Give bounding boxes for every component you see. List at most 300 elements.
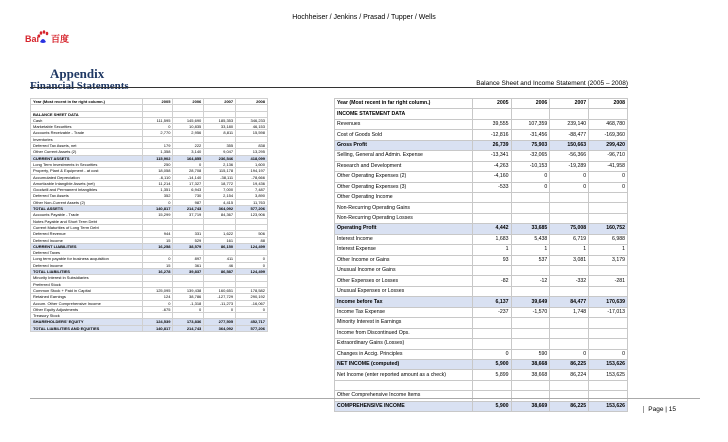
- row-value: 124: [142, 294, 173, 300]
- row-label: Other Operating Expenses (3): [335, 182, 473, 192]
- row-value: 1,600: [236, 161, 268, 167]
- row-value: 236,546: [204, 155, 236, 161]
- row-label: Other Comprehensive Income Items: [335, 391, 473, 401]
- column-header: 2007: [550, 99, 589, 109]
- row-value: 26,739: [472, 140, 511, 150]
- table-row: [335, 380, 628, 390]
- page-number: Page | 15: [643, 406, 676, 413]
- row-value: 18,772: [204, 180, 236, 186]
- row-value: 2,154: [204, 193, 236, 199]
- row-value: [472, 192, 511, 202]
- table-row: [335, 151, 628, 161]
- row-value: -32,065: [511, 151, 550, 161]
- row-value: 0: [142, 300, 173, 306]
- row-value: [472, 286, 511, 296]
- header-row: [335, 99, 628, 109]
- section-title: Financial Statements: [30, 80, 129, 92]
- row-value: 75,008: [550, 224, 589, 234]
- table-row: [335, 276, 628, 286]
- row-label: COMPREHENSIVE INCOME: [335, 401, 473, 411]
- row-value: [511, 266, 550, 276]
- row-label: Other Non-Current Assets (2): [31, 199, 143, 205]
- row-value: 115,902: [142, 155, 173, 161]
- row-value: 5,899: [472, 370, 511, 380]
- row-value: [550, 213, 589, 223]
- row-value: 6,988: [589, 234, 628, 244]
- income-statement-table: [334, 98, 628, 412]
- row-value: 730: [173, 193, 204, 199]
- row-value: [511, 380, 550, 390]
- row-value: 38,786: [173, 294, 204, 300]
- row-value: [472, 328, 511, 338]
- row-value: 39,555: [472, 119, 511, 129]
- row-label: Retained Earnings: [31, 294, 143, 300]
- row-value: 37,719: [173, 212, 204, 218]
- row-value: -281: [589, 276, 628, 286]
- row-value: 19,436: [236, 180, 268, 186]
- row-value: -78,666: [236, 174, 268, 180]
- table-row: [335, 203, 628, 213]
- row-label: TOTAL LIABILITIES: [31, 269, 143, 275]
- row-value: 39,837: [173, 269, 204, 275]
- row-value: [550, 380, 589, 390]
- row-value: 140,817: [142, 325, 173, 331]
- row-value: -12,816: [472, 130, 511, 140]
- row-label: Interest Income: [335, 234, 473, 244]
- row-value: [472, 213, 511, 223]
- column-header: 2008: [589, 99, 628, 109]
- row-value: -4,160: [472, 172, 511, 182]
- row-value: 2,956: [173, 130, 204, 136]
- row-value: [550, 328, 589, 338]
- row-value: 17,327: [173, 180, 204, 186]
- row-value: [550, 391, 589, 401]
- column-header: Year (Most recent in far right column.): [335, 99, 473, 109]
- row-value: 239,140: [550, 119, 589, 129]
- row-value: 3,140: [173, 149, 204, 155]
- row-value: 0: [589, 182, 628, 192]
- row-value: [472, 318, 511, 328]
- row-label: TOTAL LIABILITIES AND EQUITIES: [31, 325, 143, 331]
- row-label: Net Income (enter reported amount as a check): [335, 370, 473, 380]
- row-label: [335, 380, 473, 390]
- row-value: [589, 203, 628, 213]
- row-value: 6,719: [550, 234, 589, 244]
- row-value: -13,341: [472, 151, 511, 161]
- row-value: [472, 203, 511, 213]
- row-label: Deferred Revenue: [31, 231, 143, 237]
- table-row: [335, 297, 628, 307]
- row-label: Other Current Assets (2): [31, 149, 143, 155]
- statement-title: Balance Sheet and Income Statement (2005 – 2008): [476, 80, 628, 87]
- row-value: 153,626: [589, 359, 628, 369]
- row-label: Extraordinary Gains (Losses): [335, 339, 473, 349]
- row-label: Non-Recurring Operating Losses: [335, 213, 473, 223]
- row-label: Cost of Goods Sold: [335, 130, 473, 140]
- row-value: 124,499: [236, 269, 268, 275]
- row-value: 3,081: [550, 255, 589, 265]
- table-row: [335, 213, 628, 223]
- row-value: 84,477: [550, 297, 589, 307]
- row-value: 1,683: [472, 234, 511, 244]
- row-label: Deferred Tax Assets, net: [31, 143, 143, 149]
- row-value: 164,855: [173, 155, 204, 161]
- row-label: Long term payable for business acquisition: [31, 256, 143, 262]
- row-value: 0: [472, 349, 511, 359]
- row-value: 33,685: [511, 224, 550, 234]
- row-value: 111,595: [142, 117, 173, 123]
- row-value: 468,780: [589, 119, 628, 129]
- row-label: Other Expenses or Losses: [335, 276, 473, 286]
- row-value: 125,095: [142, 287, 173, 293]
- row-value: 4,415: [204, 199, 236, 205]
- row-label: Deferred Income: [31, 237, 143, 243]
- row-value: [589, 213, 628, 223]
- row-value: [589, 380, 628, 390]
- table-row: [335, 370, 628, 380]
- row-value: 0: [142, 199, 173, 205]
- row-label: Goodwill and Permanent Intangibles: [31, 187, 143, 193]
- row-value: [472, 391, 511, 401]
- row-value: -11,273: [204, 300, 236, 306]
- row-value: [511, 213, 550, 223]
- row-value: 411: [204, 256, 236, 262]
- row-value: 364,092: [204, 325, 236, 331]
- row-value: 16,278: [142, 269, 173, 275]
- row-label: Cash: [31, 117, 143, 123]
- row-value: 170,639: [589, 297, 628, 307]
- row-value: [511, 328, 550, 338]
- column-header: Year (Most recent in far right column.): [31, 99, 143, 105]
- row-label: Other Operating Expenses (2): [335, 172, 473, 182]
- row-label: Accounts Payable - Trade: [31, 212, 143, 218]
- row-value: [550, 109, 589, 119]
- row-value: 123,906: [236, 212, 268, 218]
- row-value: 15: [142, 237, 173, 243]
- column-header: 2005: [472, 99, 511, 109]
- row-value: 2,770: [142, 130, 173, 136]
- row-value: 5,900: [472, 359, 511, 369]
- row-value: 46,153: [236, 124, 268, 130]
- row-label: Property, Plant & Equipment - at cost: [31, 168, 143, 174]
- row-value: 9,047: [204, 149, 236, 155]
- row-value: 75,903: [511, 140, 550, 150]
- table-row: [335, 192, 628, 202]
- table-row: [335, 245, 628, 255]
- row-value: -1,570: [511, 307, 550, 317]
- row-value: 277,505: [204, 319, 236, 325]
- row-value: -4,263: [472, 161, 511, 171]
- row-value: [550, 318, 589, 328]
- row-label: Deferred Taxes: [31, 250, 143, 256]
- row-value: [511, 339, 550, 349]
- row-label: CURRENT LIABILITIES: [31, 243, 143, 249]
- row-value: 86,225: [550, 359, 589, 369]
- row-label: Accounts Receivable - Trade: [31, 130, 143, 136]
- row-label: Changes in Accig. Principles: [335, 349, 473, 359]
- row-label: Accumulated Depreciation: [31, 174, 143, 180]
- table-row: [335, 307, 628, 317]
- table-row: [335, 328, 628, 338]
- row-value: -332: [550, 276, 589, 286]
- row-value: 537: [511, 255, 550, 265]
- row-value: 577,206: [236, 325, 268, 331]
- row-value: 0: [550, 172, 589, 182]
- row-value: 0: [550, 182, 589, 192]
- row-value: 194,197: [236, 168, 268, 174]
- row-value: 0: [142, 124, 173, 130]
- row-value: 4,442: [472, 224, 511, 234]
- row-value: 6,137: [472, 297, 511, 307]
- table-row: [335, 119, 628, 129]
- row-label: Common Stock + Paid in Capital: [31, 287, 143, 293]
- row-value: 84,367: [204, 212, 236, 218]
- row-value: -533: [472, 182, 511, 192]
- row-value: 28,708: [173, 168, 204, 174]
- row-label: TOTAL ASSETS: [31, 206, 143, 212]
- row-value: 0: [511, 182, 550, 192]
- row-value: 15,299: [142, 212, 173, 218]
- row-label: Deferred Income: [31, 262, 143, 268]
- row-label: Current Maturities of Long Term Debt: [31, 224, 143, 230]
- row-value: 290,192: [236, 294, 268, 300]
- row-value: 506: [236, 231, 268, 237]
- row-value: 11,214: [142, 180, 173, 186]
- column-header: 2008: [236, 99, 268, 105]
- row-value: -10,153: [511, 161, 550, 171]
- row-value: [589, 286, 628, 296]
- row-value: [550, 339, 589, 349]
- row-value: 179: [142, 143, 173, 149]
- appendix-heading: Appendix: [50, 66, 105, 81]
- row-value: 124,499: [236, 243, 268, 249]
- row-value: 2,136: [204, 161, 236, 167]
- footer-rule: [30, 398, 700, 399]
- row-label: NET INCOME (computed): [335, 359, 473, 369]
- row-value: [589, 192, 628, 202]
- row-value: 1,748: [550, 307, 589, 317]
- row-value: 1,622: [204, 231, 236, 237]
- row-label: INCOME STATEMENT DATA: [335, 109, 473, 119]
- row-value: 838: [236, 143, 268, 149]
- row-value: 1,358: [142, 149, 173, 155]
- table-row: [335, 224, 628, 234]
- row-value: -56,366: [550, 151, 589, 161]
- row-label: Revenues: [335, 119, 473, 129]
- row-label: Income from Discontinued Ops.: [335, 328, 473, 338]
- column-header: 2006: [511, 99, 550, 109]
- row-value: 250: [142, 161, 173, 167]
- row-value: 38,579: [173, 243, 204, 249]
- table-row: [335, 161, 628, 171]
- row-value: 15,598: [236, 130, 268, 136]
- row-value: -16,067: [236, 300, 268, 306]
- table-row: [335, 234, 628, 244]
- row-label: Deferred Tax Assets: [31, 193, 143, 199]
- row-value: 86,225: [550, 401, 589, 411]
- row-value: 0: [142, 256, 173, 262]
- row-value: [511, 192, 550, 202]
- row-value: 0: [173, 306, 204, 312]
- column-header: 2006: [173, 99, 204, 105]
- row-value: [511, 109, 550, 119]
- row-value: 352: [142, 193, 173, 199]
- row-value: 214,743: [173, 325, 204, 331]
- row-value: 11,763: [236, 199, 268, 205]
- row-label: Interest Expense: [335, 245, 473, 255]
- row-value: 222: [173, 143, 204, 149]
- row-value: 16,258: [142, 243, 173, 249]
- row-value: 361: [173, 262, 204, 268]
- row-value: 153,626: [589, 401, 628, 411]
- row-value: 0: [511, 172, 550, 182]
- row-value: 46: [204, 262, 236, 268]
- row-value: 1: [550, 245, 589, 255]
- row-value: -82: [472, 276, 511, 286]
- row-label: BALANCE SHEET DATA: [31, 111, 143, 117]
- row-label: Operating Profit: [335, 224, 473, 234]
- row-value: -169,360: [589, 130, 628, 140]
- row-value: [472, 266, 511, 276]
- row-value: 15: [142, 262, 173, 268]
- row-value: [472, 109, 511, 119]
- row-value: 529: [173, 237, 204, 243]
- row-label: Long Term Investments in Securities: [31, 161, 143, 167]
- row-value: 5,900: [472, 401, 511, 411]
- row-label: Notes Payable and Short Term Debt: [31, 218, 143, 224]
- row-value: 153,625: [589, 370, 628, 380]
- row-value: -17,013: [589, 307, 628, 317]
- row-value: 364,092: [204, 206, 236, 212]
- table-row: [335, 172, 628, 182]
- table-row: [335, 266, 628, 276]
- row-label: Preferred Stock: [31, 281, 143, 287]
- table-row: [335, 255, 628, 265]
- row-value: 8,811: [204, 130, 236, 136]
- row-value: 160,752: [589, 224, 628, 234]
- column-header: 2007: [204, 99, 236, 105]
- row-value: 173,836: [173, 319, 204, 325]
- title-rule: [30, 87, 628, 88]
- row-label: Accum. Other Comprehensive Income: [31, 300, 143, 306]
- row-label: Other Operating Income: [335, 192, 473, 202]
- row-label: Unusual Income or Gains: [335, 266, 473, 276]
- baidu-logo: [24, 28, 84, 48]
- row-label: Other Income or Gains: [335, 255, 473, 265]
- row-value: 39,649: [511, 297, 550, 307]
- page-header: Hochheiser / Jenkins / Prasad / Tupper / Wells: [292, 14, 436, 21]
- row-value: [511, 391, 550, 401]
- row-value: 1: [511, 245, 550, 255]
- row-value: 38,669: [511, 401, 550, 411]
- row-value: -675: [142, 306, 173, 312]
- row-value: 577,206: [236, 206, 268, 212]
- row-label: Minority Interest in Earnings: [335, 318, 473, 328]
- table-row: [335, 130, 628, 140]
- row-label: Unusual Expenses or Losses: [335, 286, 473, 296]
- row-label: Inventories: [31, 136, 143, 142]
- row-value: 590: [511, 349, 550, 359]
- row-label: Amortizable Intangible Assets (net): [31, 180, 143, 186]
- row-value: 115,178: [204, 168, 236, 174]
- row-value: [589, 109, 628, 119]
- balance-sheet-table: [30, 98, 268, 332]
- row-value: -19,289: [550, 161, 589, 171]
- row-value: [550, 192, 589, 202]
- row-value: 150,663: [550, 140, 589, 150]
- row-label: Other Equity Adjustments: [31, 306, 143, 312]
- row-value: 0: [589, 349, 628, 359]
- row-value: 5,438: [511, 234, 550, 244]
- row-value: 0: [173, 161, 204, 167]
- row-value: 107,359: [511, 119, 550, 129]
- row-value: -1,318: [173, 300, 204, 306]
- row-value: 161: [204, 237, 236, 243]
- row-value: 6,943: [173, 187, 204, 193]
- table-row: [335, 286, 628, 296]
- row-value: 897: [173, 256, 204, 262]
- row-value: 3,179: [589, 255, 628, 265]
- row-label: Selling, General and Admin. Expense: [335, 151, 473, 161]
- row-value: 944: [142, 231, 173, 237]
- row-value: [472, 339, 511, 349]
- row-label: Gross Profit: [335, 140, 473, 150]
- table-row: [335, 339, 628, 349]
- row-value: [472, 380, 511, 390]
- table-row: [335, 182, 628, 192]
- row-value: -38,111: [204, 174, 236, 180]
- table-row: [335, 359, 628, 369]
- row-value: [550, 266, 589, 276]
- row-value: 139,438: [173, 287, 204, 293]
- svg-text:百度: 百度: [51, 34, 70, 44]
- row-value: 38,668: [511, 359, 550, 369]
- row-label: Research and Development: [335, 161, 473, 171]
- row-value: 0: [236, 256, 268, 262]
- row-value: 13,295: [236, 149, 268, 155]
- row-value: 214,743: [173, 206, 204, 212]
- row-value: 185,353: [204, 117, 236, 123]
- row-label: Income before Tax: [335, 297, 473, 307]
- row-value: 0: [236, 262, 268, 268]
- row-label: Non-Recurring Operating Gains: [335, 203, 473, 213]
- row-value: 86,150: [204, 243, 236, 249]
- row-label: Minority Interest in Subsidiaries: [31, 275, 143, 281]
- row-value: 0: [204, 306, 236, 312]
- row-value: 1: [589, 245, 628, 255]
- row-label: Income Tax Expense: [335, 307, 473, 317]
- row-value: [589, 391, 628, 401]
- row-value: 346,233: [236, 117, 268, 123]
- column-header: 2005: [142, 99, 173, 105]
- row-value: 0: [236, 306, 268, 312]
- row-label: CURRENT ASSETS: [31, 155, 143, 161]
- row-value: 160,651: [204, 287, 236, 293]
- table-row: [335, 318, 628, 328]
- row-value: 7,000: [204, 187, 236, 193]
- row-value: 1: [472, 245, 511, 255]
- row-value: -12: [511, 276, 550, 286]
- row-value: 140,817: [142, 206, 173, 212]
- table-row: [335, 109, 628, 119]
- row-value: 299,420: [589, 140, 628, 150]
- row-label: SHAREHOLDERS' EQUITY: [31, 319, 143, 325]
- row-value: [589, 339, 628, 349]
- row-value: 88: [236, 237, 268, 243]
- row-value: 86,224: [550, 370, 589, 380]
- row-value: -96,710: [589, 151, 628, 161]
- row-value: 18,058: [142, 168, 173, 174]
